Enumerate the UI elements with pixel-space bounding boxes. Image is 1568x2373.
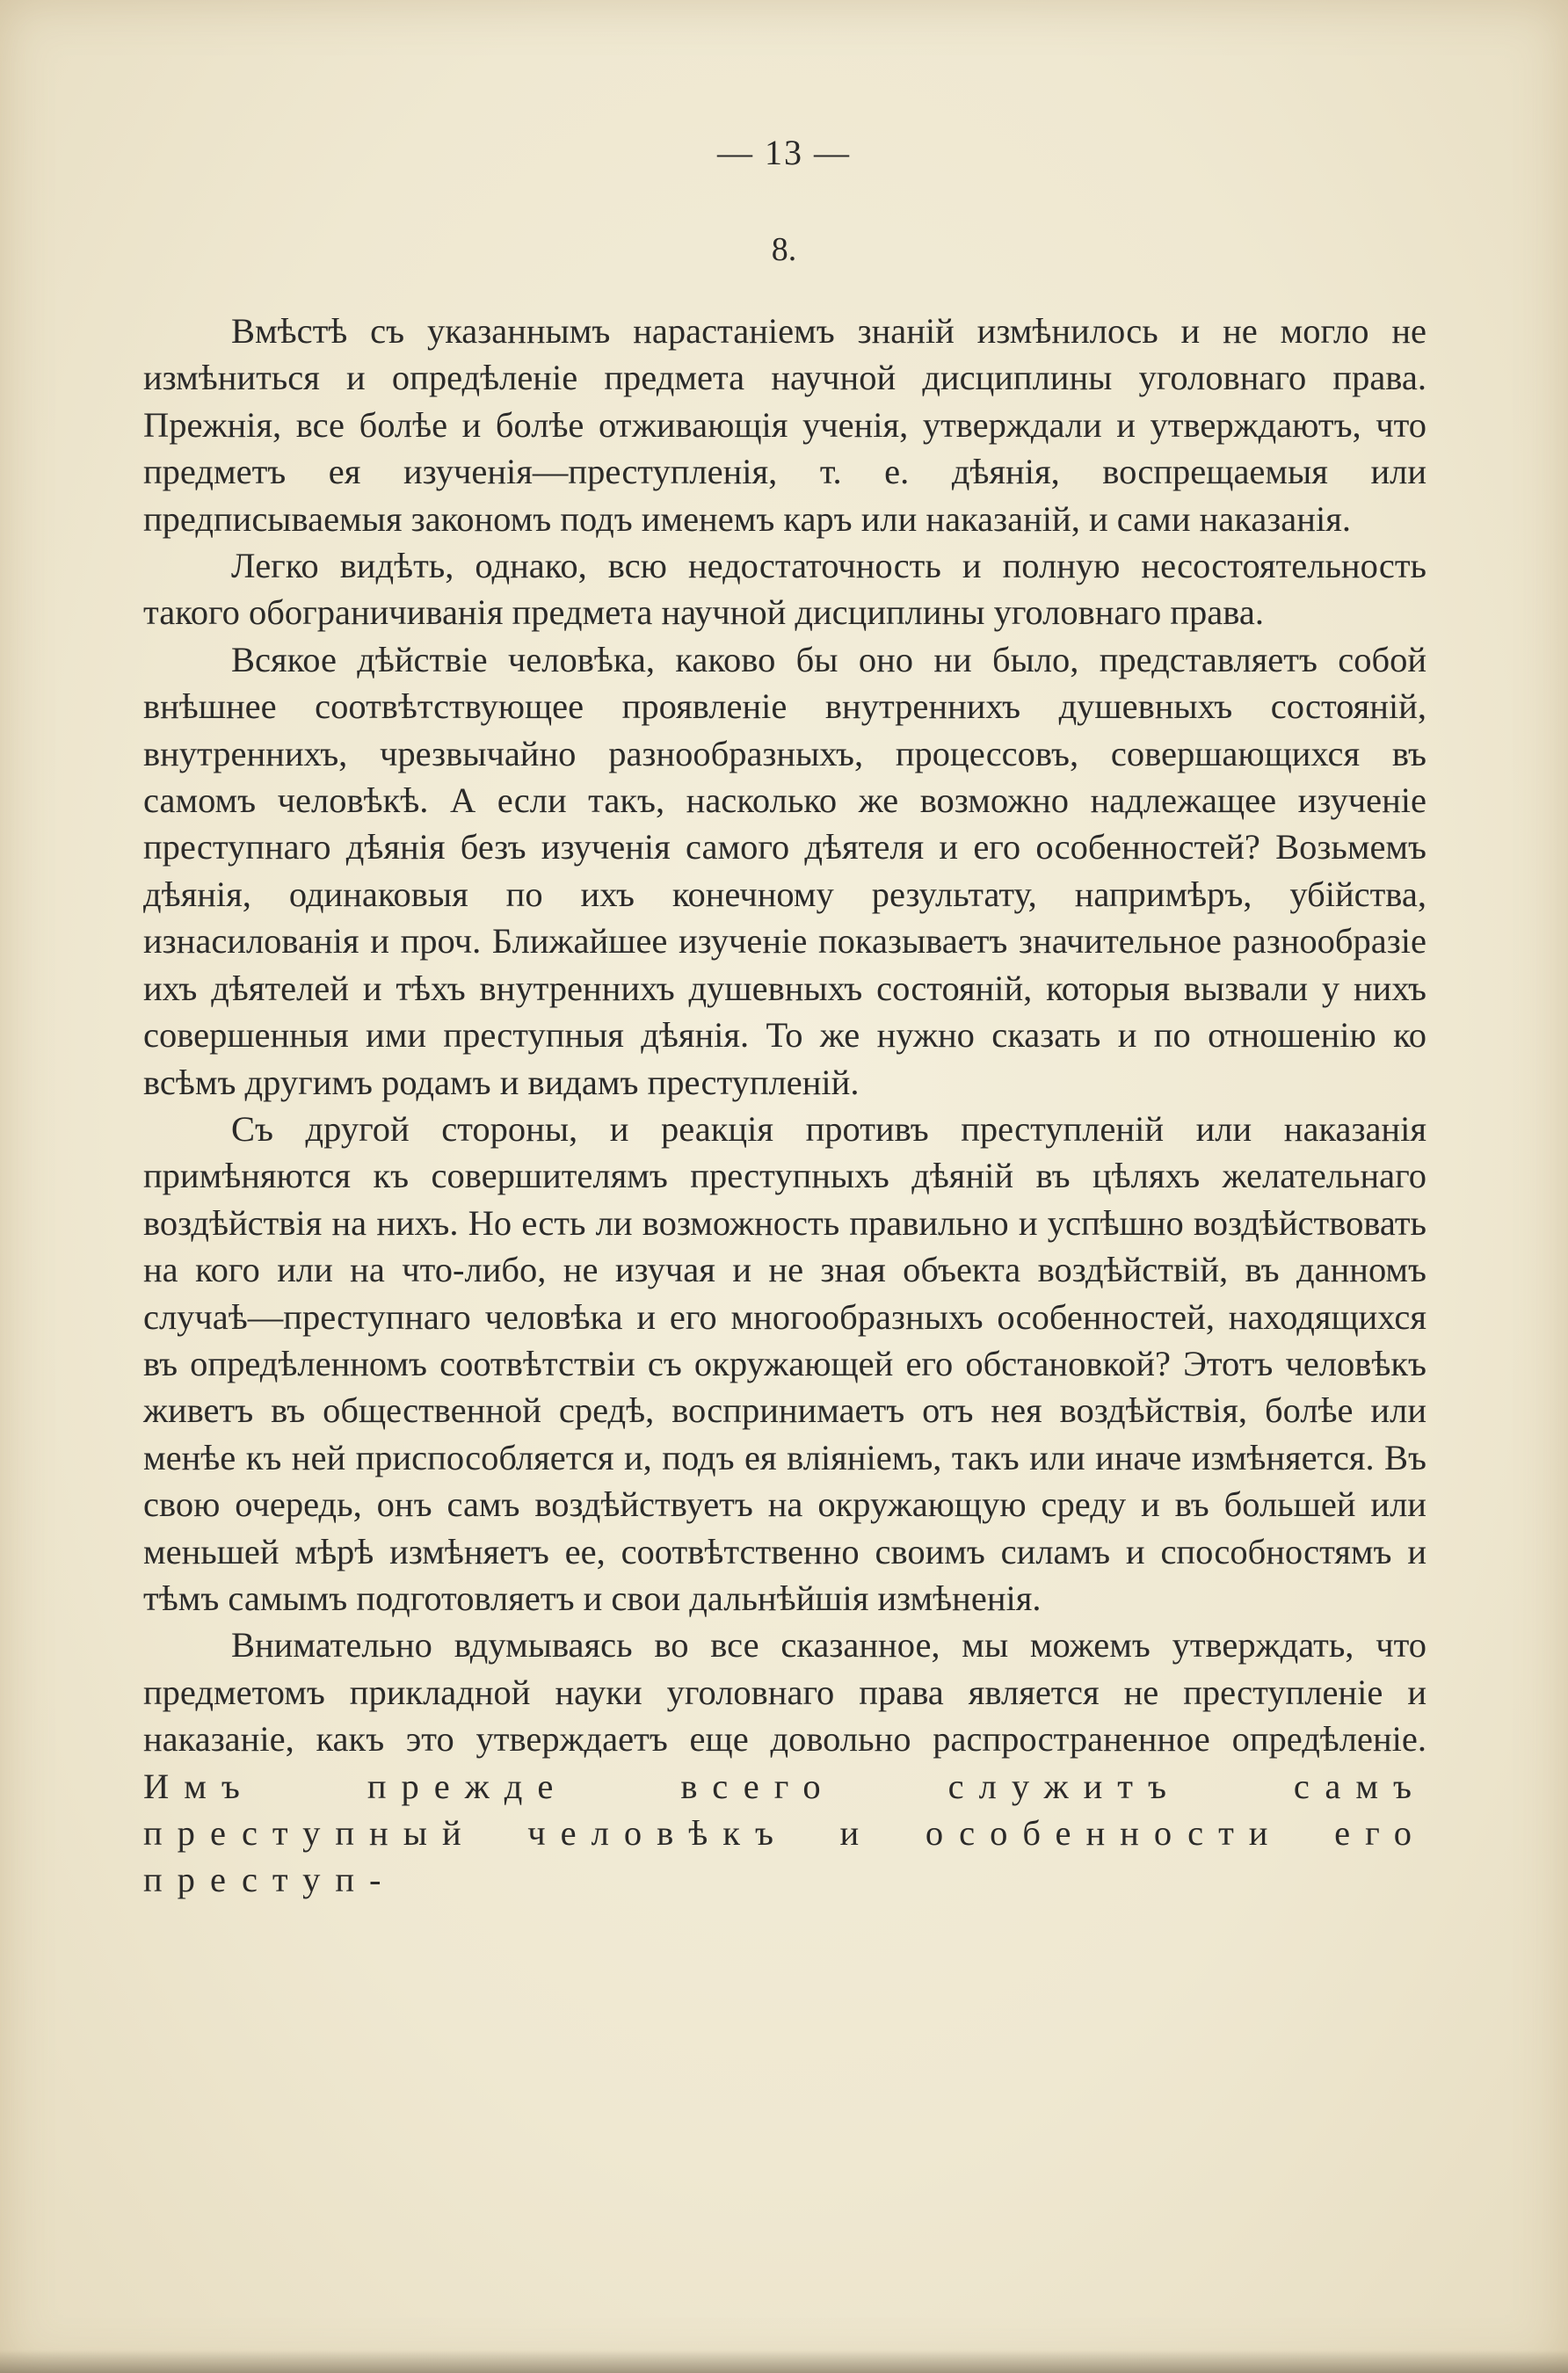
paragraph-2: Легко видѣть, однако, всю недостаточность и полную несостоятельность такого обограничиванія предмета научной дисциплины уголовнаго права. [143, 546, 1426, 633]
paragraph-5-text: Внимательно вдумываясь во все сказанное, мы можемъ утверждать, что предметомъ прикладной науки уголовнаго права является не преступленіе и наказаніе, какъ это утверждаетъ еще довольно распространенное опредѣленіе. [143, 1625, 1426, 1760]
paragraph-5-spaced-emphasis: Имъ прежде всего служитъ самъ преступный человѣкъ и особенности его преступ- [143, 1766, 1426, 1900]
section-number: 8. [771, 231, 797, 268]
paragraph-3: Всякое дѣйствіе человѣка, каково бы оно ни было, представляетъ собой внѣшнее соотвѣтствующее проявленіе внутреннихъ душевныхъ состояній, внутреннихъ, чрезвычайно разнообразныхъ, процессовъ, совершающихся въ самомъ человѣкѣ. А если такъ, насколько же возможно надлежащее изученіе преступнаго дѣянія безъ изученія самого дѣятеля и его особенностей? Возьмемъ дѣянія, одинаковыя по ихъ конечному результату, напримѣръ, убійства, изнасилованія и проч. Ближайшее изученіе показываетъ значительное разнообразіе ихъ дѣятелей и тѣхъ внутреннихъ душевныхъ состояній, которыя вызвали у нихъ совершенныя ими преступныя дѣянія. То же нужно сказать и по отношенію ко всѣмъ другимъ родамъ и видамъ преступленій. [143, 639, 1426, 1102]
paragraph-1: Вмѣстѣ съ указаннымъ нарастаніемъ знаній измѣнилось и не могло не измѣниться и опредѣленіе предмета научной дисциплины уголовнаго права. Прежнія, все болѣе и болѣе отживающія ученія, утверждали и утверждаютъ, что предметъ ея изученія—преступленія, т. е. дѣянія, воспрещаемыя или предписываемыя закономъ подъ именемъ каръ или наказаній, и сами наказанія. [143, 311, 1426, 539]
body-text [143, 308, 1426, 1904]
paragraph-4: Съ другой стороны, и реакція противъ преступленій или наказанія примѣняются къ совершителямъ преступныхъ дѣяній въ цѣляхъ желательнаго воздѣйствія на нихъ. Но есть ли возможность правильно и успѣшно воздѣйствовать на кого или на что-либо, не изучая и не зная объекта воздѣйствій, въ данномъ случаѣ—преступнаго человѣка и его многообразныхъ особенностей, находящихся въ опредѣленномъ соотвѣтствіи съ окружающей его обстановкой? Этотъ человѣкъ живетъ въ общественной средѣ, воспринимаетъ отъ нея воздѣйствія, болѣе или менѣе къ ней приспособляется и, подъ ея вліяніемъ, такъ или иначе измѣняется. Въ свою очередь, онъ самъ воздѣйствуетъ на окружающую среду и въ большей или меньшей мѣрѣ измѣняетъ ее, соотвѣтственно своимъ силамъ и способностямъ и тѣмъ самымъ подготовляетъ и свои дальнѣйшія измѣненія. [143, 1108, 1426, 1618]
paragraph-5 [143, 1622, 1426, 1903]
page-number: — 13 — [717, 133, 851, 172]
page-bottom-edge [0, 2350, 1568, 2373]
